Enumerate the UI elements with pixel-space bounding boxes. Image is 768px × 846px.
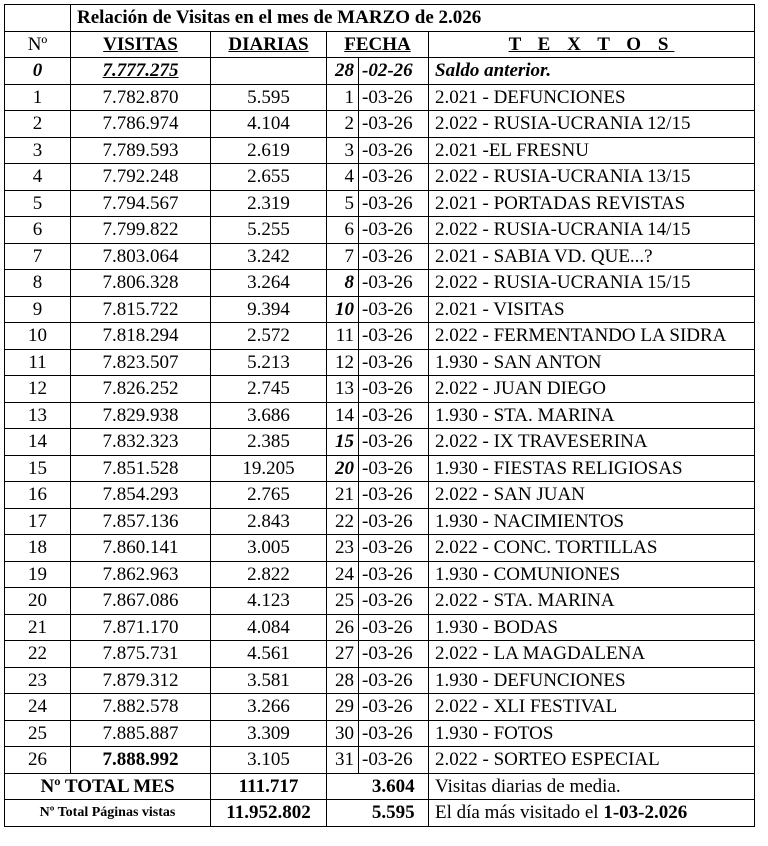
total-pages-value: 11.952.802 <box>211 800 327 827</box>
table-row <box>5 270 755 297</box>
row-month: -03-26 <box>359 535 429 562</box>
header-diarias: DIARIAS <box>211 31 327 58</box>
row-text: 1.930 - COMUNIONES <box>429 561 755 588</box>
row-text: 2.022 - SAN JUAN <box>429 482 755 509</box>
row-diarias: 4.104 <box>211 111 327 138</box>
max-day-date: 1-03-2.026 <box>603 802 688 824</box>
row-day: 2 <box>327 111 359 138</box>
row-num: 2 <box>5 111 71 138</box>
header-row <box>5 31 755 58</box>
row-num: 3 <box>5 137 71 164</box>
row-num: 16 <box>5 482 71 509</box>
row-visitas: 7.786.974 <box>71 111 211 138</box>
daily-average-value: 3.604 <box>359 773 429 800</box>
row-visitas: 7.815.722 <box>71 296 211 323</box>
row-diarias: 4.561 <box>211 641 327 668</box>
row-num: 6 <box>5 217 71 244</box>
row-visitas: 7.888.992 <box>71 747 211 774</box>
row-month: -03-26 <box>359 111 429 138</box>
row-visitas: 7.782.870 <box>71 84 211 111</box>
row-num: 20 <box>5 588 71 615</box>
row-month: -03-26 <box>359 323 429 350</box>
row-text: 2.022 - FERMENTANDO LA SIDRA <box>429 323 755 350</box>
row-day: 29 <box>327 694 359 721</box>
row-diarias: 2.619 <box>211 137 327 164</box>
row-day: 24 <box>327 561 359 588</box>
row-month: -03-26 <box>359 243 429 270</box>
row-diarias: 2.655 <box>211 164 327 191</box>
opening-day: 28 <box>327 58 359 85</box>
row-day: 12 <box>327 349 359 376</box>
row-day: 30 <box>327 720 359 747</box>
row-text: 2.022 - RUSIA-UCRANIA 12/15 <box>429 111 755 138</box>
row-visitas: 7.792.248 <box>71 164 211 191</box>
row-text: 2.021 - PORTADAS REVISTAS <box>429 190 755 217</box>
table-row <box>5 111 755 138</box>
table-title: Relación de Visitas en el mes de MARZO de 2.026 <box>71 5 755 32</box>
row-month: -03-26 <box>359 217 429 244</box>
total-month-label: Nº TOTAL MES <box>5 773 211 800</box>
row-month: -03-26 <box>359 164 429 191</box>
row-day: 14 <box>327 402 359 429</box>
row-diarias: 3.264 <box>211 270 327 297</box>
row-num: 7 <box>5 243 71 270</box>
opening-diarias <box>211 58 327 85</box>
row-num: 11 <box>5 349 71 376</box>
row-num: 21 <box>5 614 71 641</box>
row-text: 1.930 - NACIMIENTOS <box>429 508 755 535</box>
row-num: 4 <box>5 164 71 191</box>
row-visitas: 7.799.822 <box>71 217 211 244</box>
row-visitas: 7.794.567 <box>71 190 211 217</box>
row-visitas: 7.806.328 <box>71 270 211 297</box>
row-text: 2.022 - LA MAGDALENA <box>429 641 755 668</box>
total-month-row <box>5 773 755 800</box>
header-num: Nº <box>5 31 71 58</box>
row-day: 23 <box>327 535 359 562</box>
row-diarias: 2.745 <box>211 376 327 403</box>
row-day: 1 <box>327 84 359 111</box>
row-num: 23 <box>5 667 71 694</box>
row-diarias: 3.309 <box>211 720 327 747</box>
table-row <box>5 614 755 641</box>
row-day: 8 <box>327 270 359 297</box>
row-num: 12 <box>5 376 71 403</box>
row-month: -03-26 <box>359 270 429 297</box>
row-num: 1 <box>5 84 71 111</box>
row-month: -03-26 <box>359 429 429 456</box>
row-month: -03-26 <box>359 641 429 668</box>
row-day: 13 <box>327 376 359 403</box>
row-day: 27 <box>327 641 359 668</box>
row-text: 2.022 - IX TRAVESERINA <box>429 429 755 456</box>
row-num: 19 <box>5 561 71 588</box>
row-diarias: 2.822 <box>211 561 327 588</box>
table-row <box>5 694 755 721</box>
row-day: 7 <box>327 243 359 270</box>
row-text: 2.021 - DEFUNCIONES <box>429 84 755 111</box>
row-month: -03-26 <box>359 84 429 111</box>
row-diarias: 3.686 <box>211 402 327 429</box>
row-num: 8 <box>5 270 71 297</box>
row-month: -03-26 <box>359 376 429 403</box>
row-diarias: 2.765 <box>211 482 327 509</box>
opening-visitas: 7.777.275 <box>71 58 211 85</box>
row-day: 25 <box>327 588 359 615</box>
table-row <box>5 535 755 562</box>
row-diarias: 4.123 <box>211 588 327 615</box>
row-num: 10 <box>5 323 71 350</box>
row-text: 2.022 - JUAN DIEGO <box>429 376 755 403</box>
row-visitas: 7.879.312 <box>71 667 211 694</box>
row-month: -03-26 <box>359 747 429 774</box>
row-num: 26 <box>5 747 71 774</box>
visits-table <box>4 4 755 827</box>
row-text: 2.021 -EL FRESNU <box>429 137 755 164</box>
row-month: -03-26 <box>359 694 429 721</box>
row-text: 2.022 - RUSIA-UCRANIA 14/15 <box>429 217 755 244</box>
row-month: -03-26 <box>359 614 429 641</box>
row-visitas: 7.829.938 <box>71 402 211 429</box>
row-visitas: 7.818.294 <box>71 323 211 350</box>
row-diarias: 3.005 <box>211 535 327 562</box>
row-num: 18 <box>5 535 71 562</box>
opening-num: 0 <box>5 58 71 85</box>
row-month: -03-26 <box>359 482 429 509</box>
opening-row <box>5 58 755 85</box>
row-day: 6 <box>327 217 359 244</box>
row-day: 4 <box>327 164 359 191</box>
row-visitas: 7.832.323 <box>71 429 211 456</box>
row-text: 2.022 - STA. MARINA <box>429 588 755 615</box>
total-pages-row <box>5 800 755 827</box>
row-visitas: 7.857.136 <box>71 508 211 535</box>
row-visitas: 7.882.578 <box>71 694 211 721</box>
row-visitas: 7.860.141 <box>71 535 211 562</box>
row-diarias: 4.084 <box>211 614 327 641</box>
row-day: 3 <box>327 137 359 164</box>
opening-text: Saldo anterior. <box>429 58 755 85</box>
table-row <box>5 588 755 615</box>
row-month: -03-26 <box>359 137 429 164</box>
header-textos: T E X T O S <box>429 31 755 58</box>
table-row <box>5 243 755 270</box>
total-month-value: 111.717 <box>211 773 327 800</box>
table-row <box>5 323 755 350</box>
row-month: -03-26 <box>359 190 429 217</box>
row-num: 5 <box>5 190 71 217</box>
table-row <box>5 164 755 191</box>
row-diarias: 2.319 <box>211 190 327 217</box>
row-month: -03-26 <box>359 349 429 376</box>
row-day: 22 <box>327 508 359 535</box>
row-month: -03-26 <box>359 508 429 535</box>
row-day: 21 <box>327 482 359 509</box>
row-diarias: 3.266 <box>211 694 327 721</box>
row-visitas: 7.823.507 <box>71 349 211 376</box>
max-day-label: El día más visitado el <box>435 802 604 824</box>
row-visitas: 7.885.887 <box>71 720 211 747</box>
row-text: 2.022 - CONC. TORTILLAS <box>429 535 755 562</box>
row-visitas: 7.851.528 <box>71 455 211 482</box>
row-text: 2.021 - SABIA VD. QUE...? <box>429 243 755 270</box>
row-diarias: 5.213 <box>211 349 327 376</box>
row-diarias: 3.581 <box>211 667 327 694</box>
row-text: 1.930 - STA. MARINA <box>429 402 755 429</box>
row-day: 5 <box>327 190 359 217</box>
row-visitas: 7.875.731 <box>71 641 211 668</box>
table-row <box>5 561 755 588</box>
max-day-value: 5.595 <box>359 800 429 827</box>
row-num: 22 <box>5 641 71 668</box>
row-diarias: 2.385 <box>211 429 327 456</box>
max-day-text <box>429 800 755 827</box>
table-row <box>5 402 755 429</box>
total-pages-label: Nº Total Páginas vistas <box>5 800 211 827</box>
daily-average-label: Visitas diarias de media. <box>429 773 755 800</box>
row-num: 17 <box>5 508 71 535</box>
row-visitas: 7.867.086 <box>71 588 211 615</box>
row-month: -03-26 <box>359 667 429 694</box>
row-diarias: 19.205 <box>211 455 327 482</box>
row-day: 10 <box>327 296 359 323</box>
header-fecha: FECHA <box>327 31 429 58</box>
row-month: -03-26 <box>359 720 429 747</box>
row-num: 14 <box>5 429 71 456</box>
table-row <box>5 376 755 403</box>
row-day: 31 <box>327 747 359 774</box>
table-row <box>5 455 755 482</box>
row-visitas: 7.871.170 <box>71 614 211 641</box>
table-row <box>5 508 755 535</box>
row-text: 1.930 - DEFUNCIONES <box>429 667 755 694</box>
row-text: 1.930 - FIESTAS RELIGIOSAS <box>429 455 755 482</box>
row-month: -03-26 <box>359 455 429 482</box>
row-num: 15 <box>5 455 71 482</box>
row-visitas: 7.803.064 <box>71 243 211 270</box>
table-row <box>5 641 755 668</box>
row-visitas: 7.826.252 <box>71 376 211 403</box>
row-day: 15 <box>327 429 359 456</box>
row-diarias: 2.843 <box>211 508 327 535</box>
table-row <box>5 720 755 747</box>
row-month: -03-26 <box>359 588 429 615</box>
table-row <box>5 667 755 694</box>
row-diarias: 5.595 <box>211 84 327 111</box>
row-text: 2.022 - XLI FESTIVAL <box>429 694 755 721</box>
row-day: 26 <box>327 614 359 641</box>
row-day: 28 <box>327 667 359 694</box>
row-visitas: 7.789.593 <box>71 137 211 164</box>
table-row <box>5 482 755 509</box>
row-diarias: 3.242 <box>211 243 327 270</box>
row-diarias: 9.394 <box>211 296 327 323</box>
row-diarias: 3.105 <box>211 747 327 774</box>
row-num: 9 <box>5 296 71 323</box>
row-month: -03-26 <box>359 561 429 588</box>
table-row <box>5 747 755 774</box>
row-num: 13 <box>5 402 71 429</box>
opening-month: -02-26 <box>359 58 429 85</box>
table-row <box>5 296 755 323</box>
row-text: 1.930 - BODAS <box>429 614 755 641</box>
table-row <box>5 349 755 376</box>
header-visitas: VISITAS <box>71 31 211 58</box>
table-row <box>5 217 755 244</box>
table-row <box>5 137 755 164</box>
row-month: -03-26 <box>359 402 429 429</box>
table-row <box>5 190 755 217</box>
table-row <box>5 84 755 111</box>
row-visitas: 7.854.293 <box>71 482 211 509</box>
row-text: 2.022 - SORTEO ESPECIAL <box>429 747 755 774</box>
row-diarias: 5.255 <box>211 217 327 244</box>
table-row <box>5 429 755 456</box>
row-day: 20 <box>327 455 359 482</box>
row-diarias: 2.572 <box>211 323 327 350</box>
row-text: 1.930 - SAN ANTON <box>429 349 755 376</box>
row-text: 2.022 - RUSIA-UCRANIA 13/15 <box>429 164 755 191</box>
title-row <box>5 5 755 32</box>
row-visitas: 7.862.963 <box>71 561 211 588</box>
row-text: 2.022 - RUSIA-UCRANIA 15/15 <box>429 270 755 297</box>
row-text: 2.021 - VISITAS <box>429 296 755 323</box>
row-month: -03-26 <box>359 296 429 323</box>
row-day: 11 <box>327 323 359 350</box>
row-num: 24 <box>5 694 71 721</box>
row-num: 25 <box>5 720 71 747</box>
row-text: 1.930 - FOTOS <box>429 720 755 747</box>
